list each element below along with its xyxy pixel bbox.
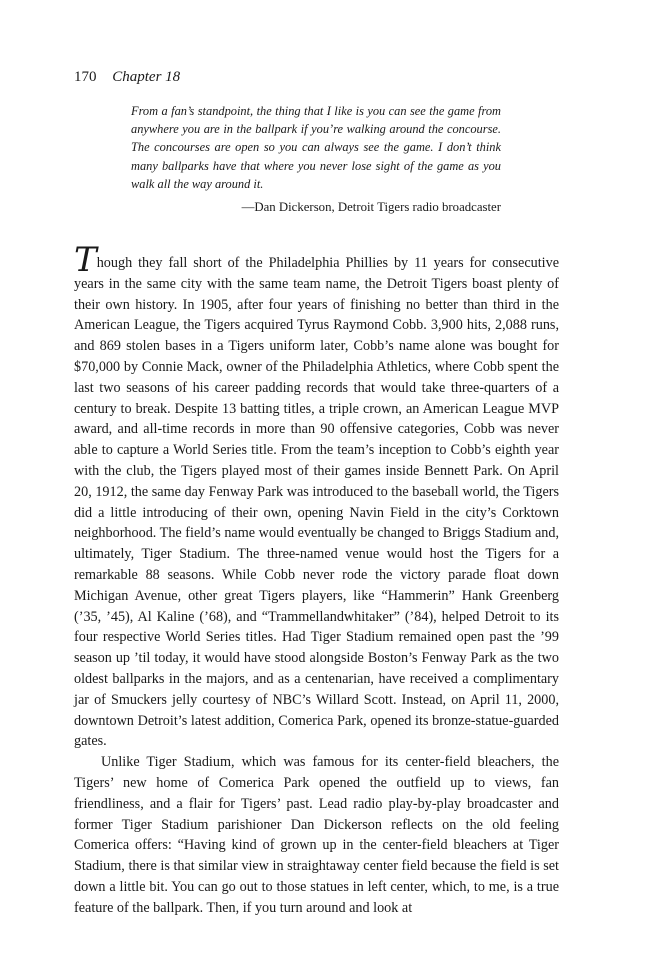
body-text	[74, 240, 559, 919]
epigraph	[131, 102, 501, 216]
page-number: 170	[74, 69, 97, 85]
epigraph-quote: From a fan’s standpoint, the thing that I like is you can see the game from anywhere you are in the ballpark if you’re walking around the concourse. The concourses are open so you can always see the game. I don’t think many ballparks have that where you never lose sight of the game as you walk all the way around it.	[131, 104, 501, 191]
epigraph-attribution: —Dan Dickerson, Detroit Tigers radio broadcaster	[241, 200, 501, 215]
page-header	[74, 68, 180, 86]
drop-cap: T	[74, 240, 97, 280]
body-paragraph-1-text: hough they fall short of the Philadelphia Phillies by 11 years for consecutive years in the same city with the same team name, the Detroit Tigers boast plenty of their own history. In 1905, after four years of finishing no better than third in the American League, the Tigers acquired Tyrus Raymond Cobb. 3,900 hits, 2,088 runs, and 869 stolen bases in a Tigers uniform later, Cobb’s name alone was bought for $70,000 by Connie Mack, owner of the Philadelphia Athletics, where Cobb spent the last two seasons of his career padding records that would take three-quarters of a century to break. Despite 13 batting titles, a triple crown, an American League MVP award, and all-time records in more than 90 offensive categories, Cobb was never able to capture a World Series title. From the team’s inception to Cobb’s eighth year with the club, the Tigers played most of their games inside Bennett Park. On April 20, 1912, the same day Fenway Park was introduced to the baseball world, the Tigers did a little introducing of their own, opening Navin Field in the city’s Corktown neighborhood. The field’s name would eventually be changed to Briggs Stadium and, ultimately, Tiger Stadium. The three-named venue would host the Tigers for a remarkable 88 seasons. While Cobb never rode the victory parade float down Michigan Avenue, other great Tigers players, like “Hammerin” Hank Greenberg (’35, ’45), Al Kaline (’68), and “Trammellandwhitaker” (’84), helped Detroit to its four respective World Series titles. Had Tiger Stadium remained open past the ’99 season up ’til today, it would have stood alongside Boston’s Fenway Park as the two oldest ballparks in the majors, and as a centenarian, have received a complimentary jar of Smuckers jelly courtesy of NBC’s Willard Scott. Instead, on April 11, 2000, downtown Detroit’s latest addition, Comerica Park, opened its bronze-statue-guarded gates.	[74, 255, 559, 750]
chapter-label: Chapter 18	[112, 69, 181, 85]
body-paragraph-1	[74, 240, 559, 752]
body-paragraph-2: Unlike Tiger Stadium, which was famous for its center-field bleachers, the Tigers’ new home of Comerica Park opened the outfield up to views, fan friendliness, and a flair for Tigers’ past. Lead radio play-by-play broadcaster and former Tiger Stadium parishioner Dan Dickerson reflects on the old feeling Comerica offers: “Having kind of grown up in the center-field bleachers at Tiger Stadium, there is that similar view in straightaway center field because the field is set down a little bit. You can go out to those statues in left center, which, to me, is a true feature of the ballpark. Then, if you turn around and look at	[74, 754, 559, 916]
